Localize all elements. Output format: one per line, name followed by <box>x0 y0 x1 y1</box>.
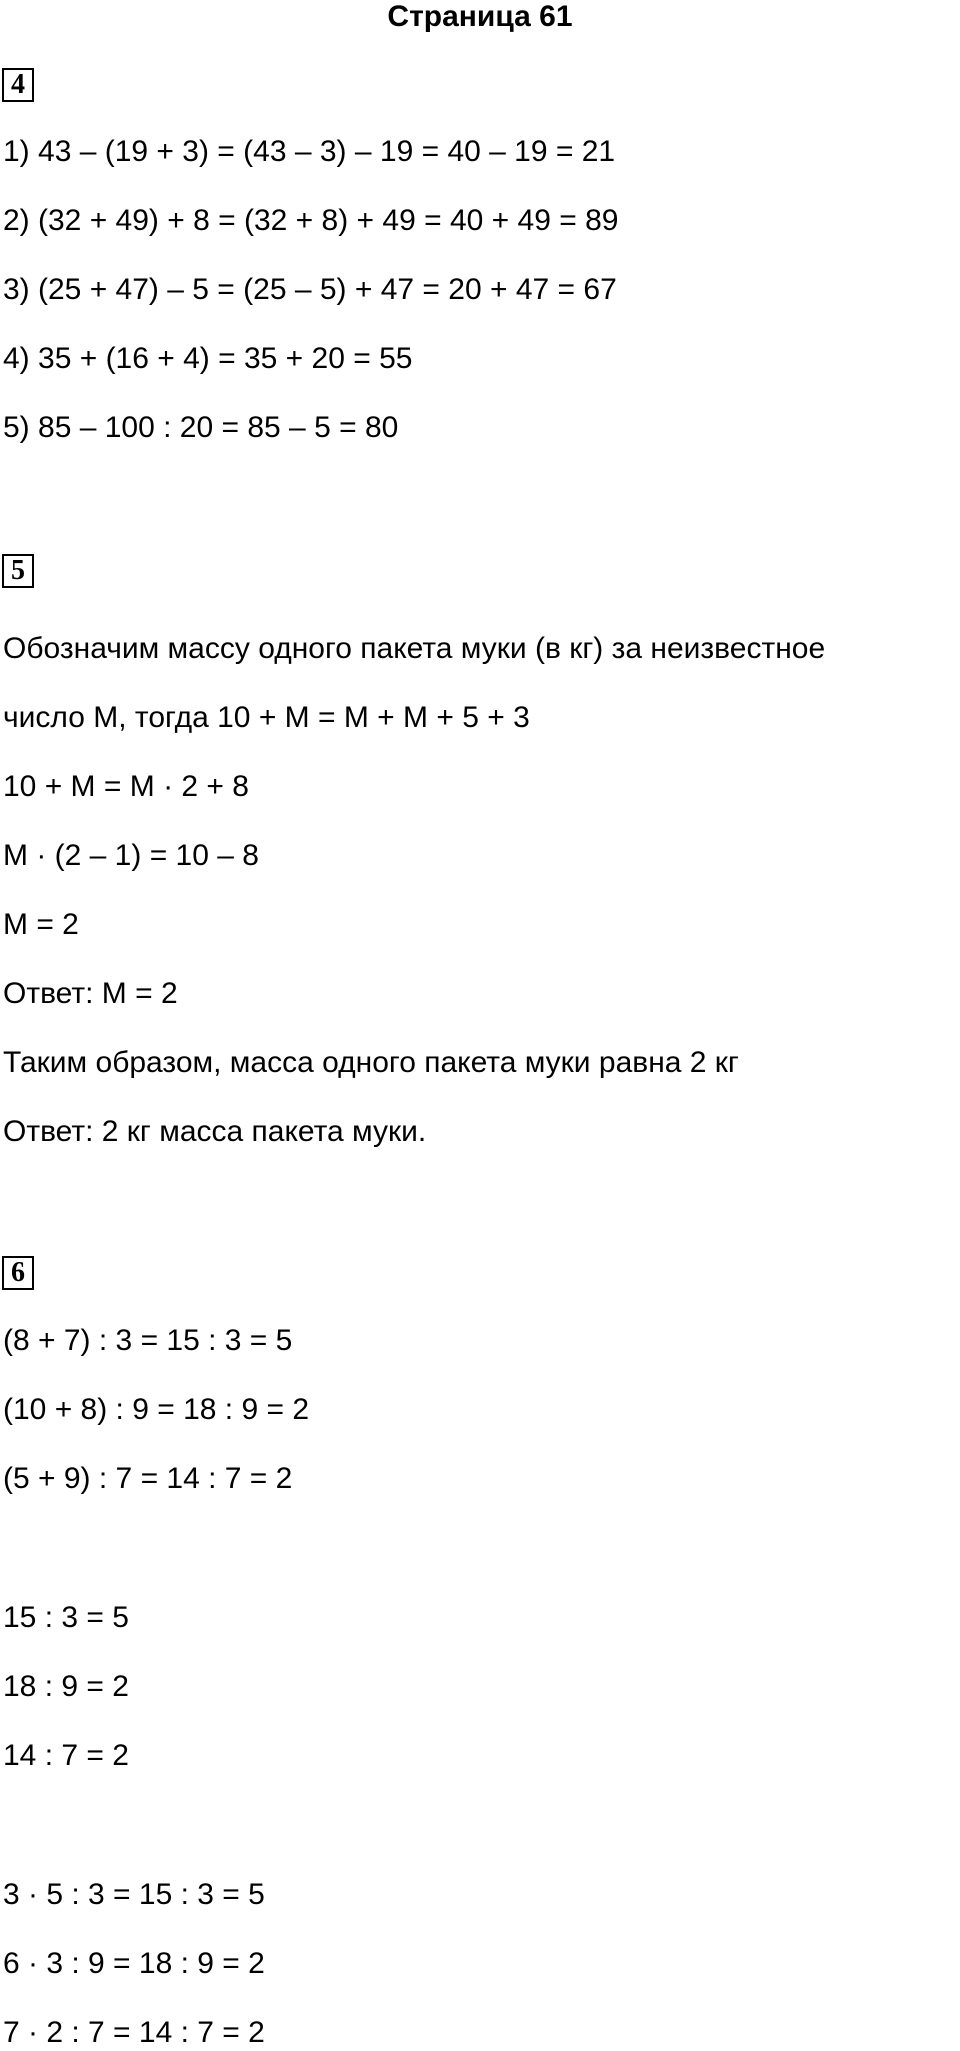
section-5-line-1: Обозначим массу одного пакета муки (в кг) за неизвестное <box>3 632 826 665</box>
section-5-line-2: число М, тогда 10 + М = М + М + 5 + 3 <box>3 701 530 734</box>
section-4-line-4: 4) 35 + (16 + 4) = 35 + 20 = 55 <box>3 342 413 375</box>
section-5-line-8: Ответ: 2 кг масса пакета муки. <box>3 1115 427 1148</box>
section-6-line-1: (8 + 7) : 3 = 15 : 3 = 5 <box>3 1324 293 1357</box>
section-6-line-8: 6 · 3 : 9 = 18 : 9 = 2 <box>3 1947 265 1980</box>
section-6-line-2: (10 + 8) : 9 = 18 : 9 = 2 <box>3 1393 310 1426</box>
section-4-line-1: 1) 43 – (19 + 3) = (43 – 3) – 19 = 40 – 19 = 21 <box>3 135 616 168</box>
section-6-line-6: 14 : 7 = 2 <box>3 1739 129 1772</box>
section-4-line-3: 3) (25 + 47) – 5 = (25 – 5) + 47 = 20 + 47 = 67 <box>3 273 617 306</box>
section-5-line-7: Таким образом, масса одного пакета муки равна 2 кг <box>3 1046 739 1079</box>
section-5-line-4: М · (2 – 1) = 10 – 8 <box>3 839 259 872</box>
section-4-line-5: 5) 85 – 100 : 20 = 85 – 5 = 80 <box>3 411 399 444</box>
section-6-line-7: 3 · 5 : 3 = 15 : 3 = 5 <box>3 1878 265 1911</box>
section-6-line-5: 18 : 9 = 2 <box>3 1670 129 1703</box>
task-number-5: 5 <box>2 554 34 588</box>
task-number-6: 6 <box>2 1256 34 1290</box>
page-title: Страница 61 <box>387 0 573 33</box>
section-6-line-3: (5 + 9) : 7 = 14 : 7 = 2 <box>3 1462 293 1495</box>
section-5-line-6: Ответ: М = 2 <box>3 977 178 1010</box>
section-5-line-3: 10 + М = М · 2 + 8 <box>3 770 249 803</box>
task-number-4: 4 <box>2 68 34 102</box>
section-4-line-2: 2) (32 + 49) + 8 = (32 + 8) + 49 = 40 + 49 = 89 <box>3 204 619 237</box>
section-6-line-9: 7 · 2 : 7 = 14 : 7 = 2 <box>3 2016 265 2049</box>
section-5-line-5: М = 2 <box>3 908 79 941</box>
section-6-line-4: 15 : 3 = 5 <box>3 1601 129 1634</box>
